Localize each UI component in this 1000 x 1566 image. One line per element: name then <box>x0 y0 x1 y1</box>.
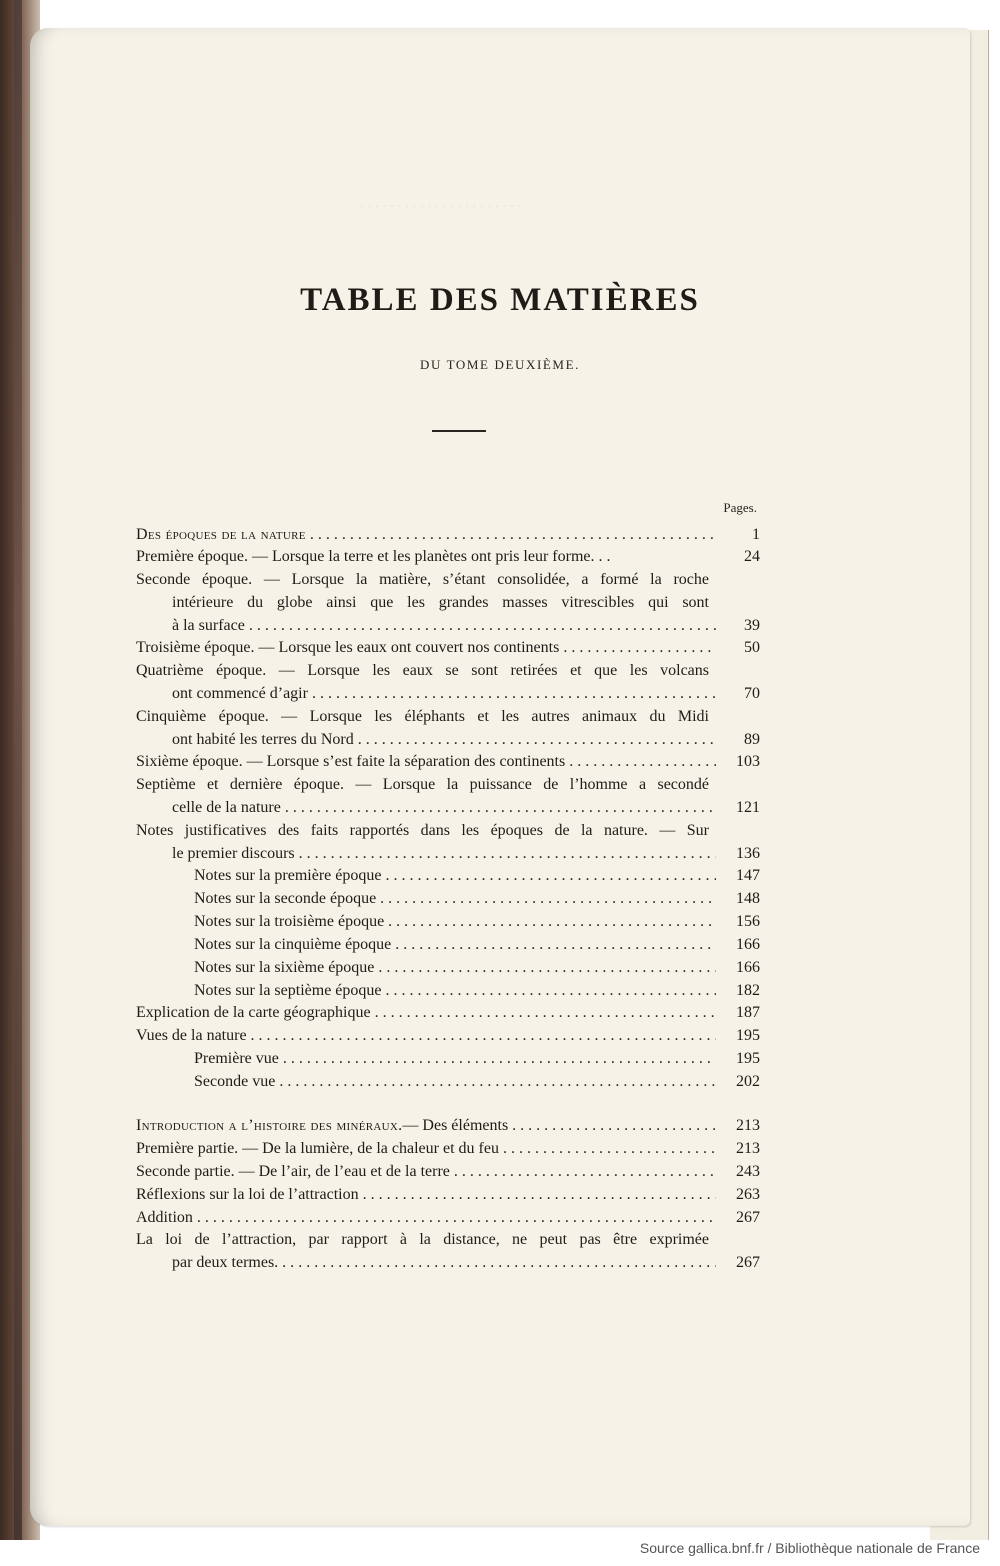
toc-entry-continuation[interactable] <box>172 729 760 751</box>
toc-entry-text: Première époque. — Lorsque la terre et les planètes ont pris leur forme. . . <box>136 548 611 565</box>
toc-entry-page: 213 <box>736 1117 760 1134</box>
toc-entry-page: 103 <box>736 753 760 770</box>
toc-entry-page: 136 <box>736 845 760 862</box>
toc-subentry[interactable] <box>194 957 760 979</box>
toc-entry-page: 166 <box>736 959 760 976</box>
toc-subentry[interactable] <box>194 934 760 956</box>
toc-entry-page: 156 <box>736 913 760 930</box>
toc-entry-continuation[interactable] <box>172 1252 760 1274</box>
toc-entry-text: Notes sur la troisième époque <box>194 913 385 930</box>
toc-entry-page: 39 <box>744 617 760 634</box>
page-subtitle: DU TOME DEUXIÈME. <box>420 357 580 372</box>
toc-entry-text: celle de la nature <box>172 799 281 816</box>
page-title: TABLE DES MATIÈRES <box>300 282 700 318</box>
show-through: . . . . . . . . . . . . . . . . . . . . . . <box>360 195 522 211</box>
toc-entry-page: 267 <box>736 1209 760 1226</box>
toc-entry-continuation[interactable] <box>172 683 760 705</box>
toc-subentry[interactable] <box>194 980 760 1002</box>
toc-entry-page: 202 <box>736 1073 760 1090</box>
toc-entry-text: Introduction a l’histoire des minéraux. <box>136 1117 403 1134</box>
toc-entry[interactable]: Notes justificatives des faits rapportés dans les époques de la nature. — Sur <box>136 822 709 839</box>
toc-entry-continuation[interactable] <box>172 843 760 865</box>
toc-entry-page: 166 <box>736 936 760 953</box>
toc-entry[interactable] <box>136 546 760 568</box>
toc-entry-page: 50 <box>744 639 760 656</box>
toc-entry-page: 121 <box>736 799 760 816</box>
toc-entry-continuation[interactable] <box>172 615 760 637</box>
toc-entry[interactable]: Quatrième époque. — Lorsque les eaux se sont retirées et que les volcans <box>136 662 709 679</box>
toc-entry[interactable] <box>136 751 760 773</box>
toc-entry-page: 70 <box>744 685 760 702</box>
toc-entry-text: Troisième époque. — Lorsque les eaux ont couvert nos continents <box>136 639 560 656</box>
source-credit: Source gallica.bnf.fr / Bibliothèque nationale de France <box>639 1540 980 1556</box>
toc-entry-page: 187 <box>736 1004 760 1021</box>
toc-entry-text: Première vue <box>194 1050 279 1067</box>
toc-entry[interactable]: La loi de l’attraction, par rapport à la distance, ne peut pas être exprimée <box>136 1231 709 1248</box>
toc-entry[interactable]: Septième et dernière époque. — Lorsque la puissance de l’homme a secondé <box>136 776 709 793</box>
toc-entry-text: Notes sur la cinquième époque <box>194 936 392 953</box>
toc-entry-text: Notes sur la première époque <box>194 867 382 884</box>
toc-subentry[interactable] <box>194 888 760 910</box>
toc-entry-text: le premier discours <box>172 845 295 862</box>
toc-entry-text: Première partie. — De la lumière, de la chaleur et du feu <box>136 1140 499 1157</box>
toc-entry-page: 263 <box>736 1186 760 1203</box>
toc-entry-text: Sixième époque. — Lorsque s’est faite la séparation des continents <box>136 753 566 770</box>
toc-entry-text: Seconde partie. — De l’air, de l’eau et de la terre <box>136 1163 450 1180</box>
toc-entry[interactable] <box>136 1207 760 1229</box>
toc-entry-text: Explication de la carte géographique <box>136 1004 371 1021</box>
toc-entry-page: 195 <box>736 1050 760 1067</box>
toc-entry-text: Addition <box>136 1209 193 1226</box>
toc-entry-text: par deux termes. . . <box>172 1254 295 1271</box>
toc-entry-page: 24 <box>744 548 760 565</box>
toc-entry-text: Seconde vue <box>194 1073 276 1090</box>
toc-entry-page: 147 <box>736 867 760 884</box>
toc-entry-page: 195 <box>736 1027 760 1044</box>
toc-entry-text: Notes sur la seconde époque <box>194 890 377 907</box>
toc-entry[interactable] <box>136 1025 760 1047</box>
toc-subentry[interactable] <box>194 1071 760 1093</box>
toc-entry-text: Des époques de la nature <box>136 526 306 543</box>
toc-entry[interactable] <box>136 524 760 546</box>
toc-entry-text: à la surface <box>172 617 245 634</box>
toc-entry-text: ont habité les terres du Nord <box>172 731 354 748</box>
toc-entry[interactable] <box>136 1002 760 1024</box>
toc-entry[interactable]: Seconde époque. — Lorsque la matière, s’étant consolidée, a formé la roche <box>136 571 709 588</box>
toc-entry-page: 213 <box>736 1140 760 1157</box>
toc-entry[interactable] <box>136 637 760 659</box>
toc-entry-page: 243 <box>736 1163 760 1180</box>
toc-entry-page: 1 <box>752 526 760 543</box>
toc-subentry[interactable] <box>194 1048 760 1070</box>
toc-entry-page: 89 <box>744 731 760 748</box>
toc-subentry[interactable] <box>194 865 760 887</box>
toc-entry-text: Vues de la nature <box>136 1027 247 1044</box>
toc-entry-text-continued: — Des éléments <box>402 1117 509 1134</box>
toc-entry[interactable] <box>136 1138 760 1160</box>
pages-column-heading: Pages. <box>723 500 757 515</box>
toc-entry[interactable] <box>136 1184 760 1206</box>
toc-subentry[interactable] <box>194 911 760 933</box>
toc-entry[interactable]: Cinquième époque. — Lorsque les éléphants et les autres animaux du Midi <box>136 708 709 725</box>
toc-entry-text: ont commencé d’agir <box>172 685 308 702</box>
toc-entry-text: Notes sur la sixième époque <box>194 959 375 976</box>
toc-entry-text: Réflexions sur la loi de l’attraction <box>136 1186 359 1203</box>
toc-entry-continuation: intérieure du globe ainsi que les grandes masses vitrescibles qui sont <box>172 594 709 611</box>
toc-entry[interactable] <box>136 1161 760 1183</box>
toc-entry[interactable] <box>136 1115 760 1137</box>
toc-entry-continuation[interactable] <box>172 797 760 819</box>
toc-entry-page: 148 <box>736 890 760 907</box>
toc-entry-page: 182 <box>736 982 760 999</box>
toc-entry-text: Notes sur la septième époque <box>194 982 382 999</box>
toc-entry-page: 267 <box>736 1254 760 1271</box>
